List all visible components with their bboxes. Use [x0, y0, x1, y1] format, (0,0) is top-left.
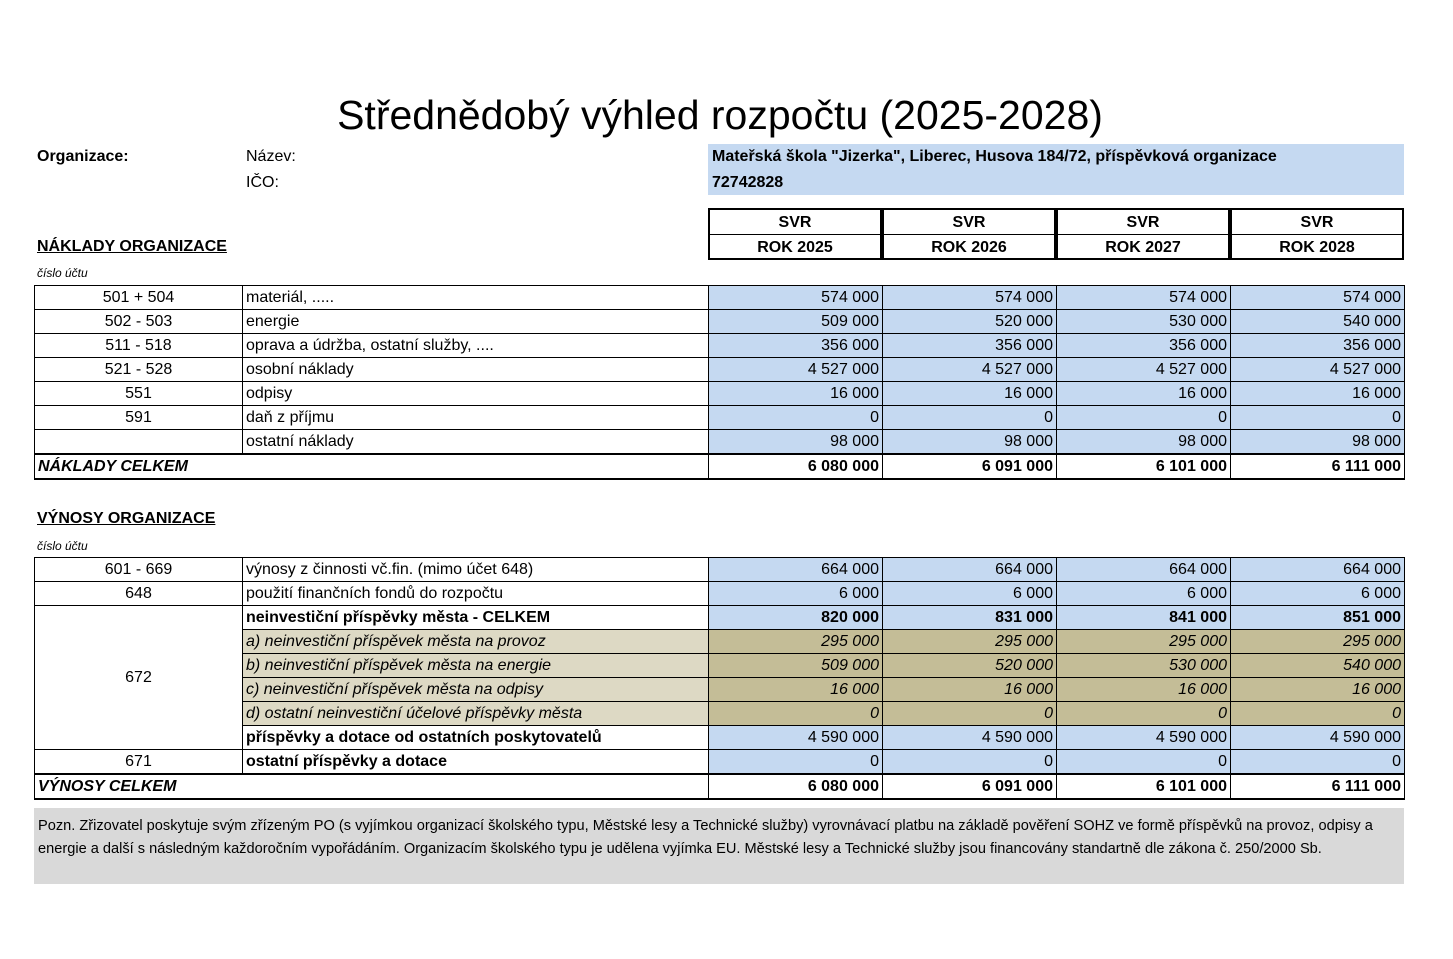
account-code: 591: [35, 406, 243, 430]
value-2025: 574 000: [709, 286, 883, 310]
value-2027: 4 527 000: [1057, 358, 1231, 382]
table-row: [35, 382, 1405, 406]
costs-total-row: [35, 454, 1405, 479]
value-2027: 0: [1057, 406, 1231, 430]
table-row: [35, 606, 1405, 630]
organization-name: Mateřská škola "Jizerka", Liberec, Husova 184/72, příspěvková organizace: [712, 148, 1277, 165]
costs-total-label: NÁKLADY CELKEM: [35, 454, 709, 479]
value-2028: 16 000: [1231, 678, 1405, 702]
total-2028: 6 111 000: [1231, 454, 1405, 479]
value-2026: 520 000: [883, 654, 1057, 678]
value-2027: 6 000: [1057, 582, 1231, 606]
account-code: 501 + 504: [35, 286, 243, 310]
organization-label: Organizace:: [37, 148, 129, 165]
total-2026: 6 091 000: [883, 774, 1057, 799]
value-2026: 356 000: [883, 334, 1057, 358]
year-header-2025: [708, 208, 882, 260]
account-number-label: číslo účtu: [37, 266, 88, 280]
value-2025: 820 000: [709, 606, 883, 630]
row-description: oprava a údržba, ostatní služby, ....: [243, 334, 709, 358]
year-header-line2: ROK 2027: [1105, 239, 1181, 256]
value-2028: 6 000: [1231, 582, 1405, 606]
row-description: c) neinvestiční příspěvek města na odpisy: [243, 678, 709, 702]
value-2028: 98 000: [1231, 430, 1405, 455]
value-2027: 530 000: [1057, 654, 1231, 678]
footnote: Pozn. Zřizovatel poskytuje svým zřízeným PO (s vyjímkou organizací školského typu, Městské lesy a Technické služby) vyrovnávací platbu na základě pověření SOHZ ve formě příspěvků na provoz, odpisy a energie a další s následným každoročním vypořádáním. Organizacím školského typu je udělena vyjímka EU. Městské lesy a Technické služby jsou financovány standartně dle zákona č. 250/2000 Sb.: [34, 808, 1404, 884]
row-description: b) neinvestiční příspěvek města na energie: [243, 654, 709, 678]
name-label: Název:: [246, 148, 296, 165]
value-2026: 574 000: [883, 286, 1057, 310]
account-code-672: 672: [35, 606, 243, 750]
value-2025: 0: [709, 750, 883, 775]
row-description: ostatní náklady: [243, 430, 709, 455]
value-2027: 574 000: [1057, 286, 1231, 310]
value-2028: 851 000: [1231, 606, 1405, 630]
value-2027: 0: [1057, 702, 1231, 726]
value-2028: 0: [1231, 750, 1405, 775]
value-2027: 841 000: [1057, 606, 1231, 630]
account-code: 671: [35, 750, 243, 775]
value-2025: 4 527 000: [709, 358, 883, 382]
year-header-2028: [1230, 208, 1404, 260]
account-number-label: číslo účtu: [37, 539, 88, 553]
value-2025: 509 000: [709, 654, 883, 678]
costs-table: [34, 285, 1405, 480]
ico-label: IČO:: [246, 174, 279, 191]
value-2028: 0: [1231, 406, 1405, 430]
value-2027: 664 000: [1057, 558, 1231, 582]
table-row: [35, 558, 1405, 582]
row-description: výnosy z činnosti vč.fin. (mimo účet 648): [243, 558, 709, 582]
account-code: 551: [35, 382, 243, 406]
revenue-total-label: VÝNOSY CELKEM: [35, 774, 709, 799]
value-2026: 6 000: [883, 582, 1057, 606]
value-2028: 356 000: [1231, 334, 1405, 358]
row-description: odpisy: [243, 382, 709, 406]
value-2026: 4 590 000: [883, 726, 1057, 750]
row-description: příspěvky a dotace od ostatních poskytovatelů: [243, 726, 709, 750]
total-2025: 6 080 000: [709, 454, 883, 479]
total-2026: 6 091 000: [883, 454, 1057, 479]
value-2025: 356 000: [709, 334, 883, 358]
revenue-total-row: [35, 774, 1405, 799]
row-description: osobní náklady: [243, 358, 709, 382]
year-header-line1: SVR: [884, 212, 1054, 235]
year-header-2026: [882, 208, 1056, 260]
account-code: [35, 430, 243, 455]
value-2025: 16 000: [709, 678, 883, 702]
row-description: d) ostatní neinvestiční účelové příspěvky města: [243, 702, 709, 726]
row-description: energie: [243, 310, 709, 334]
value-2027: 0: [1057, 750, 1231, 775]
page-title: Střednědobý výhled rozpočtu (2025-2028): [337, 92, 1103, 138]
year-header-line1: SVR: [710, 212, 880, 235]
value-2025: 4 590 000: [709, 726, 883, 750]
value-2028: 664 000: [1231, 558, 1405, 582]
year-header-line1: SVR: [1232, 212, 1402, 235]
value-2028: 16 000: [1231, 382, 1405, 406]
value-2027: 530 000: [1057, 310, 1231, 334]
value-2028: 540 000: [1231, 310, 1405, 334]
year-header-line2: ROK 2026: [931, 239, 1007, 256]
table-row: [35, 582, 1405, 606]
value-2026: 16 000: [883, 678, 1057, 702]
value-2025: 0: [709, 406, 883, 430]
value-2028: 0: [1231, 702, 1405, 726]
value-2027: 16 000: [1057, 382, 1231, 406]
total-2027: 6 101 000: [1057, 454, 1231, 479]
row-description: a) neinvestiční příspěvek města na provoz: [243, 630, 709, 654]
account-code: 511 - 518: [35, 334, 243, 358]
table-row: [35, 406, 1405, 430]
value-2026: 831 000: [883, 606, 1057, 630]
value-2025: 16 000: [709, 382, 883, 406]
value-2028: 295 000: [1231, 630, 1405, 654]
value-2027: 356 000: [1057, 334, 1231, 358]
value-2028: 4 590 000: [1231, 726, 1405, 750]
account-code: 648: [35, 582, 243, 606]
value-2028: 574 000: [1231, 286, 1405, 310]
table-row: [35, 358, 1405, 382]
value-2026: 4 527 000: [883, 358, 1057, 382]
value-2025: 6 000: [709, 582, 883, 606]
year-header-line2: ROK 2025: [757, 239, 833, 256]
value-2025: 98 000: [709, 430, 883, 455]
organization-ico: 72742828: [712, 174, 784, 191]
value-2026: 0: [883, 406, 1057, 430]
value-2026: 0: [883, 750, 1057, 775]
value-2027: 16 000: [1057, 678, 1231, 702]
table-row: [35, 430, 1405, 455]
value-2026: 0: [883, 702, 1057, 726]
total-2028: 6 111 000: [1231, 774, 1405, 799]
table-row: [35, 286, 1405, 310]
table-row: [35, 334, 1405, 358]
costs-section-heading: NÁKLADY ORGANIZACE: [37, 238, 227, 255]
total-2027: 6 101 000: [1057, 774, 1231, 799]
table-row: [35, 310, 1405, 334]
value-2026: 664 000: [883, 558, 1057, 582]
value-2025: 509 000: [709, 310, 883, 334]
value-2027: 4 590 000: [1057, 726, 1231, 750]
year-header-line2: ROK 2028: [1279, 239, 1355, 256]
value-2025: 295 000: [709, 630, 883, 654]
value-2026: 98 000: [883, 430, 1057, 455]
value-2026: 520 000: [883, 310, 1057, 334]
organization-info-box: [708, 144, 1404, 195]
year-header-2027: [1056, 208, 1230, 260]
row-description: daň z příjmu: [243, 406, 709, 430]
value-2028: 4 527 000: [1231, 358, 1405, 382]
row-description: neinvestiční příspěvky města - CELKEM: [243, 606, 709, 630]
year-header-line1: SVR: [1058, 212, 1228, 235]
revenue-table: [34, 557, 1405, 800]
value-2026: 16 000: [883, 382, 1057, 406]
row-description: ostatní příspěvky a dotace: [243, 750, 709, 775]
account-code: 521 - 528: [35, 358, 243, 382]
row-description: materiál, .....: [243, 286, 709, 310]
table-row: [35, 750, 1405, 775]
value-2027: 98 000: [1057, 430, 1231, 455]
value-2026: 295 000: [883, 630, 1057, 654]
account-code: 601 - 669: [35, 558, 243, 582]
revenue-section-heading: VÝNOSY ORGANIZACE: [37, 510, 216, 527]
account-code: 502 - 503: [35, 310, 243, 334]
value-2025: 0: [709, 702, 883, 726]
value-2028: 540 000: [1231, 654, 1405, 678]
total-2025: 6 080 000: [709, 774, 883, 799]
row-description: použití finančních fondů do rozpočtu: [243, 582, 709, 606]
value-2027: 295 000: [1057, 630, 1231, 654]
value-2025: 664 000: [709, 558, 883, 582]
